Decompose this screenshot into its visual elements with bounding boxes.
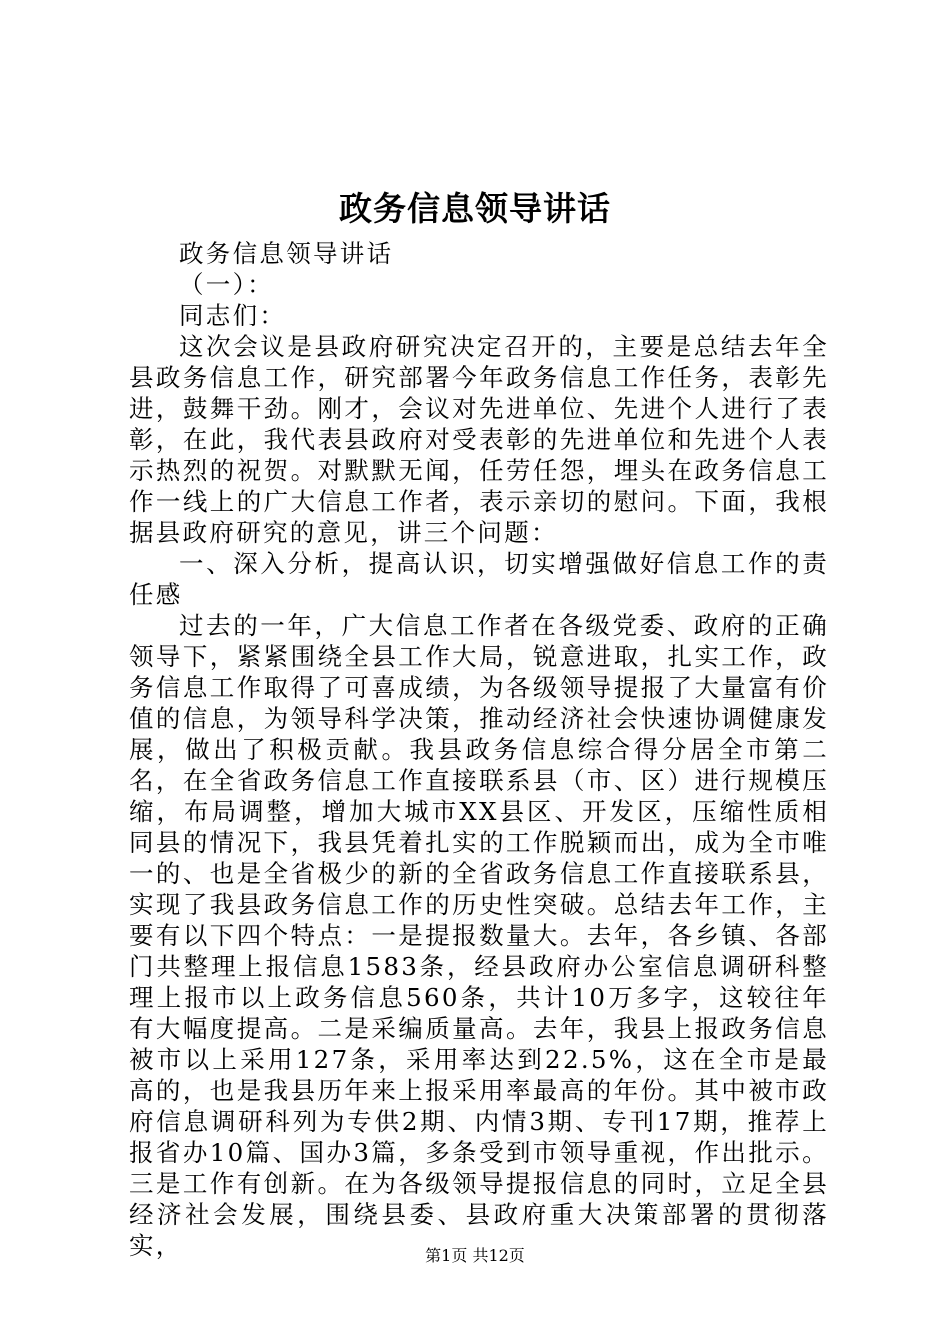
- page-number-footer: 第1页 共12页: [425, 1246, 525, 1265]
- document-body: [129, 238, 829, 1261]
- paragraph-opening: 这次会议是县政府研究决定召开的，主要是总结去年全县政务信息工作，研究部署今年政务信息工作任务，表彰先进，鼓舞干劲。刚才，会议对先进单位、先进个人进行了表彰，在此，我代表县政府对受表彰的先进单位和先进个人表示热烈的祝贺。对默默无闻，任劳任怨，埋头在政务信息工作一线上的广大信息工作者，表示亲切的慰问。下面，我根据县政府研究的意见，讲三个问题：: [129, 332, 829, 547]
- document-title: 政务信息领导讲话: [339, 189, 611, 228]
- paragraph-heading-one: 一、深入分析，提高认识，切实增强做好信息工作的责任感: [129, 549, 829, 609]
- paragraph-salutation: 同志们：: [179, 301, 287, 330]
- paragraph-subtitle: 政务信息领导讲话: [179, 239, 394, 268]
- paragraph-review: 过去的一年，广大信息工作者在各级党委、政府的正确领导下，紧紧围绕全县工作大局，锐意进取，扎实工作，政务信息工作取得了可喜成绩，为各级领导提报了大量富有价值的信息，为领导科学决策，推动经济社会快速协调健康发展，做出了积极贡献。我县政务信息综合得分居全市第二名，在全省政务信息工作直接联系县（市、区）进行规模压缩，布局调整，增加大城市XX县区、开发区，压缩性质相同县的情况下，我县凭着扎实的工作脱颖而出，成为全市唯一的、也是全省极少的新的全省政务信息工作直接联系县，实现了我县政务信息工作的历史性突破。总结去年工作，主要有以下四个特点：一是提报数量大。去年，各乡镇、各部门共整理上报信息1583条，经县政府办公室信息调研科整理上报市以上政务信息560条，共计10万多字，这较往年有大幅度提高。二是采编质量高。去年，我县上报政务信息被市以上采用127条，采用率达到22.5%，这在全市是最高的，也是我县历年来上报采用率最高的年份。其中被市政府信息调研科列为专供2期、内情3期、专刊17期，推荐上报省办10篇、国办3篇，多条受到市领导重视，作出批示。三是工作有创新。在为各级领导提报信息的同时，立足全县经济社会发展，围绕县委、县政府重大决策部署的贯彻落实，: [129, 611, 829, 1260]
- paragraph-section-marker: （一）：: [179, 270, 274, 299]
